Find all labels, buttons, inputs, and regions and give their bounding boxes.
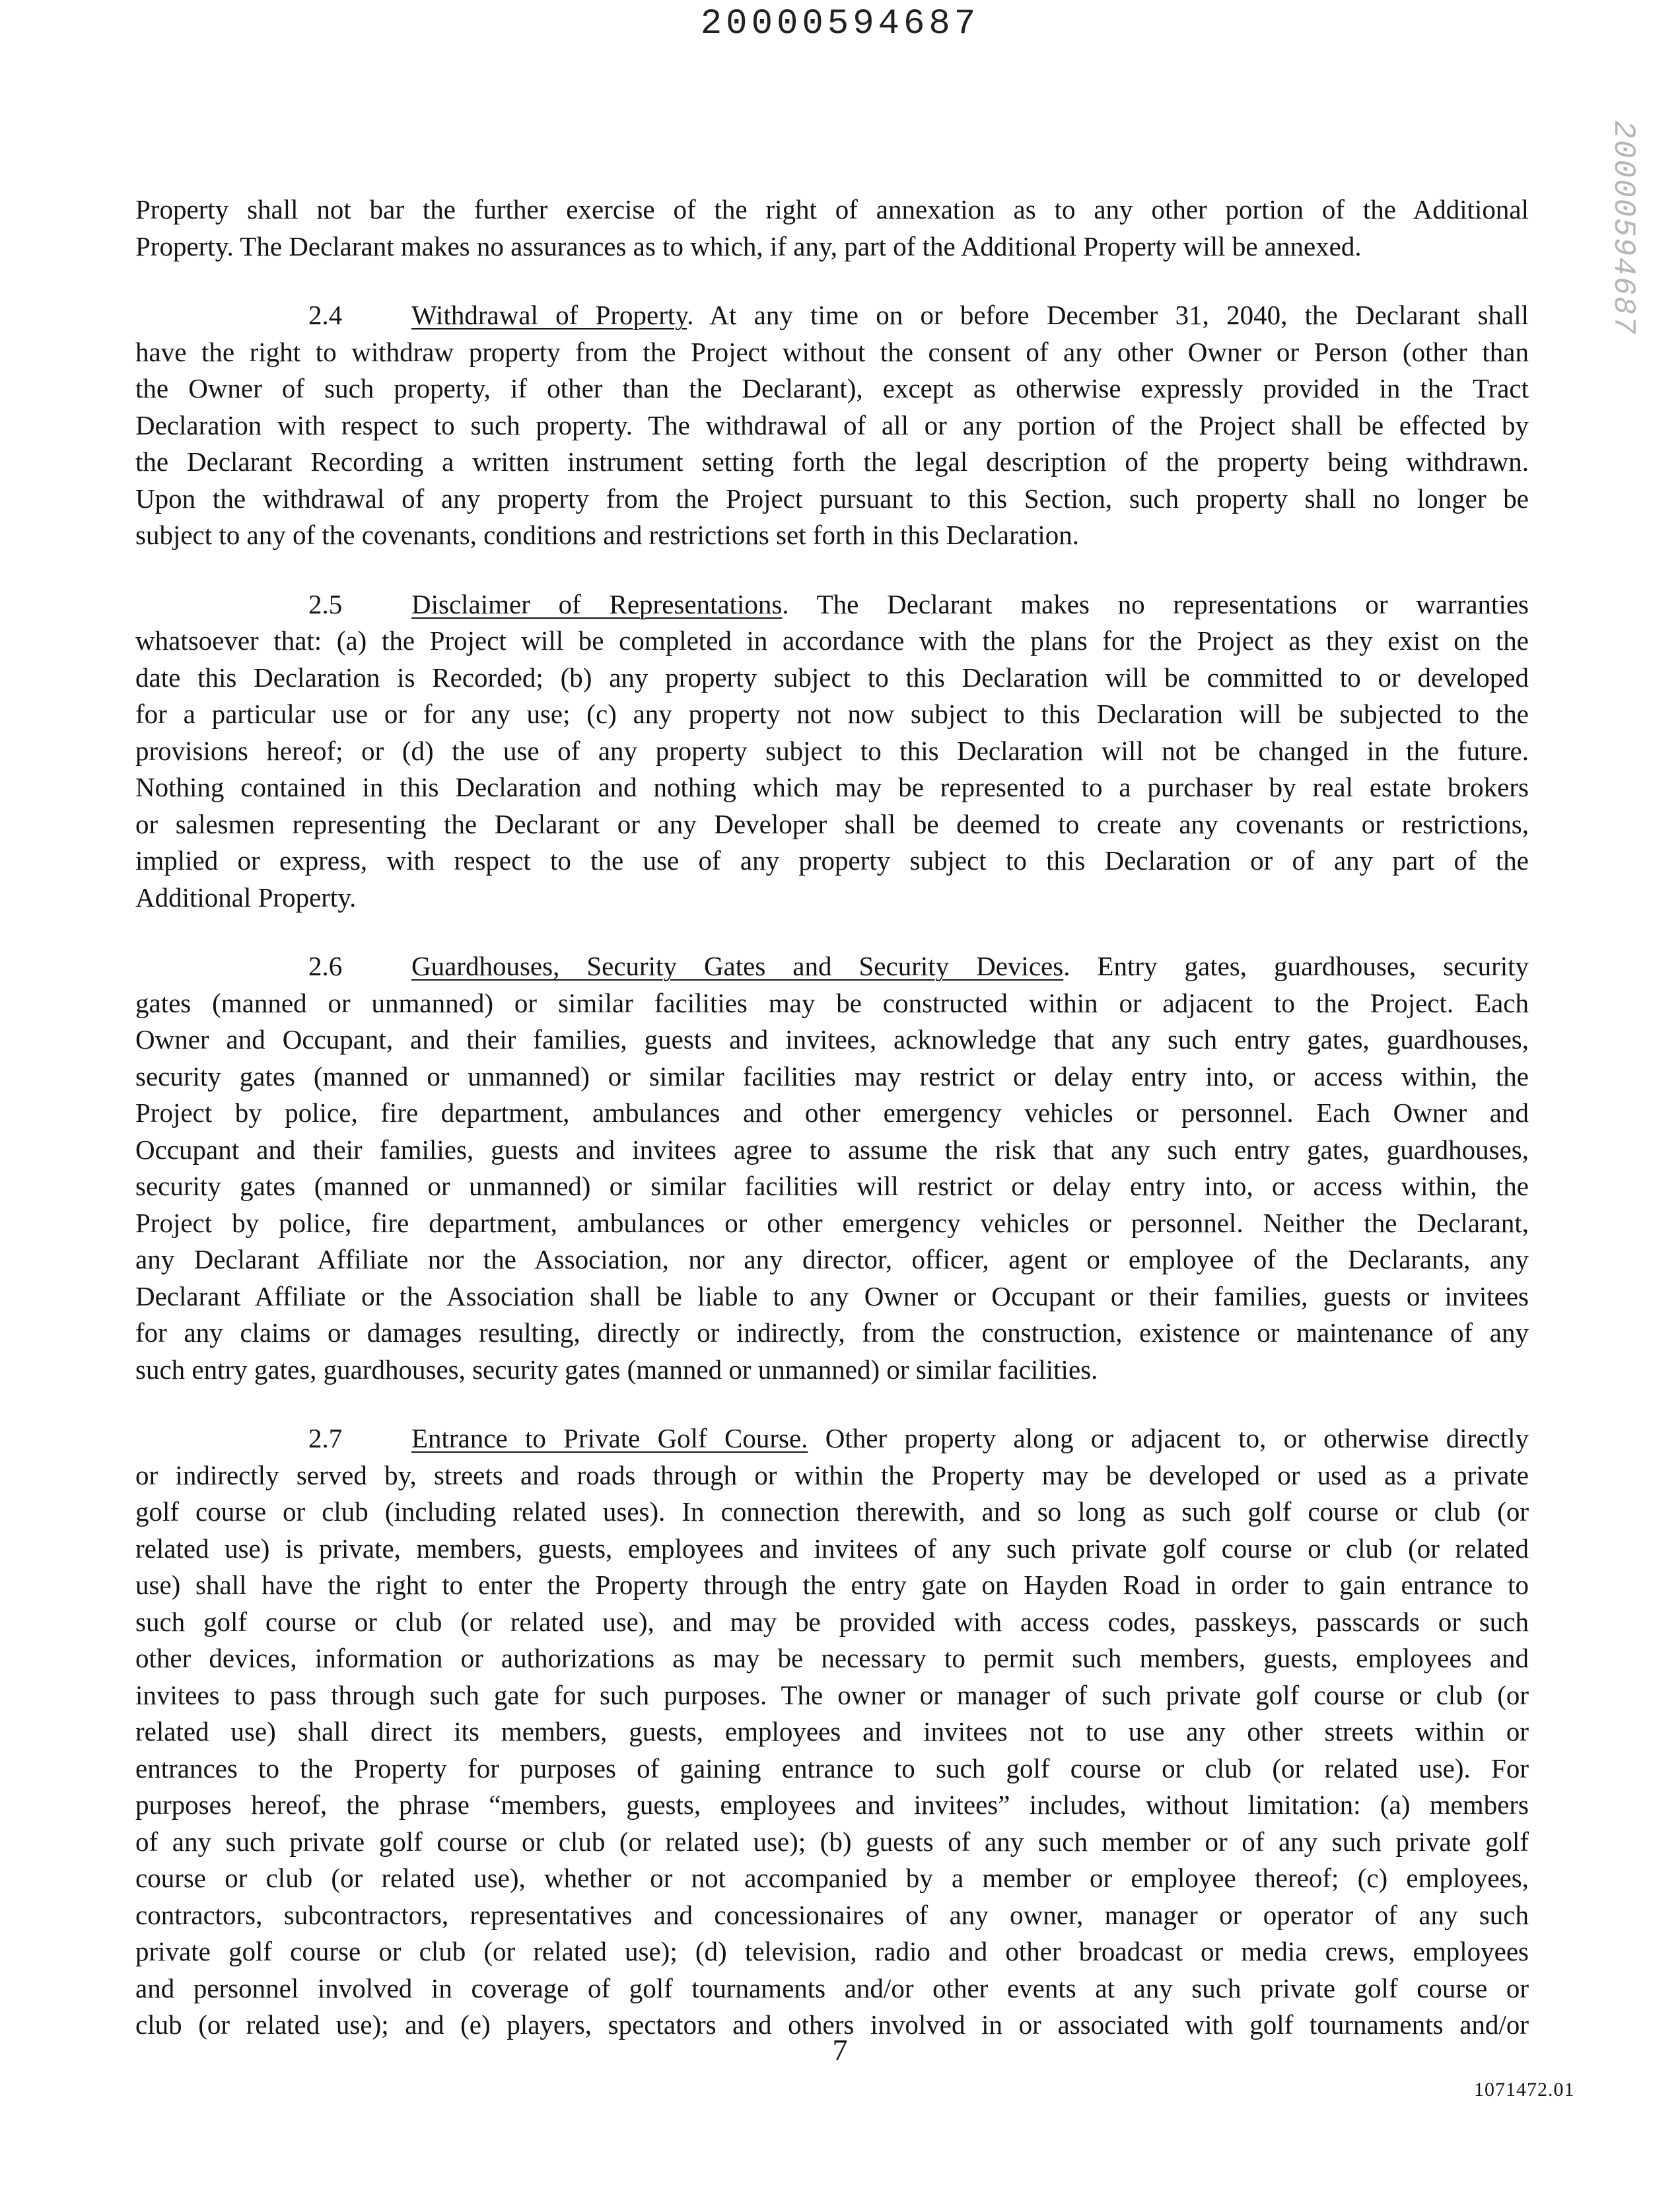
section-text: . The Declarant makes no representations or warranties (782, 588, 1529, 619)
section-title: Disclaimer of Representations (411, 588, 783, 619)
section-line: Declaration with respect to such property. The withdrawal of all or any portion of the Project shall be effected by (135, 409, 1529, 440)
section-line: golf course or club (including related uses). In connection therewith, and so long as such golf course or club (or (135, 1496, 1529, 1527)
section-line: use) shall have the right to enter the Property through the entry gate on Hayden Road in order to gain entrance to (135, 1570, 1529, 1600)
section-line: subject to any of the covenants, conditions and restrictions set forth in this Declaration. (135, 520, 1079, 550)
section-line: Nothing contained in this Declaration and nothing which may be represented to a purchaser by real estate brokers (135, 772, 1529, 802)
intro-line: Property shall not bar the further exercise of the right of annexation as to any other portion of the Additional (135, 194, 1529, 225)
section-line: related use) is private, members, guests, employees and invitees of any such private golf course or club (or related (135, 1533, 1529, 1564)
section-number: 2.6 (308, 951, 343, 981)
section-line: club (or related use); and (e) players, spectators and others involved in or associated with golf tournaments and/or (135, 2009, 1529, 2040)
section-2-6 (135, 948, 1529, 1388)
section-line: course or club (or related use), whether or not accompanied by a member or employee thereof; (c) employees, (135, 1863, 1529, 1893)
section-2-5 (135, 586, 1529, 917)
section-text: . Entry gates, guardhouses, security (1063, 951, 1529, 981)
section-line: Project by police, fire department, ambulances or other emergency vehicles or personnel. Neither the Declarant, (135, 1207, 1529, 1238)
section-line: related use) shall direct its members, guests, employees and invitees not to use any other streets within or (135, 1716, 1529, 1747)
section-line: for a particular use or for any use; (c) any property not now subject to this Declaration will be subjected to the (135, 699, 1529, 729)
section-line: whatsoever that: (a) the Project will be completed in accordance with the plans for the Project as they exist on the (135, 625, 1529, 656)
side-recording-stamp (1597, 119, 1650, 337)
section-line: contractors, subcontractors, representatives and concessionaires of any owner, manager or operator of any such (135, 1899, 1529, 1930)
section-line: other devices, information or authorizations as may be necessary to permit such members, guests, employees and (135, 1643, 1529, 1673)
section-line: date this Declaration is Recorded; (b) any property subject to this Declaration will be committed to or developed (135, 662, 1529, 693)
document-recording-number: 20000594687 (700, 4, 980, 44)
section-2-4 (135, 297, 1529, 554)
section-line: or indirectly served by, streets and roads through or within the Property may be developed or used as a private (135, 1459, 1529, 1490)
section-line: such entry gates, guardhouses, security gates (manned or unmanned) or similar facilities. (135, 1354, 1098, 1385)
section-title: Withdrawal of Property (411, 300, 687, 330)
section-line: purposes hereof, the phrase “members, guests, employees and invitees” includes, without limitation: (a) members (135, 1789, 1529, 1820)
section-line: Occupant and their families, guests and invitees agree to assume the risk that any such entry gates, guardhouses, (135, 1134, 1529, 1165)
section-heading-line (135, 297, 1529, 334)
document-code: 1071472.01 (1474, 2079, 1575, 2100)
section-line: Upon the withdrawal of any property from the Project pursuant to this Section, such property shall no longer be (135, 483, 1529, 514)
section-line: any Declarant Affiliate nor the Association, nor any director, officer, agent or employee of the Declarants, any (135, 1244, 1529, 1274)
side-stamp-text: 20000594687 (1606, 120, 1640, 335)
section-title: Guardhouses, Security Gates and Security Devices (411, 951, 1064, 981)
section-heading-line (135, 586, 1529, 623)
section-line: Owner and Occupant, and their families, guests and invitees, acknowledge that any such entry gates, guardhouses, (135, 1024, 1529, 1055)
document-body (135, 191, 1529, 2044)
intro-paragraph (135, 191, 1529, 265)
section-line: of any such private golf course or club (or related use); (b) guests of any such member or of any such private golf (135, 1826, 1529, 1857)
section-line: Declarant Affiliate or the Association shall be liable to any Owner or Occupant or their families, guests or invitees (135, 1280, 1529, 1311)
section-line: provisions hereof; or (d) the use of any property subject to this Declaration will not be changed in the future. (135, 735, 1529, 766)
section-number: 2.5 (308, 588, 343, 619)
section-heading-line (135, 1420, 1529, 1457)
section-text: Other property along or adjacent to, or otherwise directly (808, 1423, 1529, 1453)
section-text: . At any time on or before December 31, 2040, the Declarant shall (687, 300, 1529, 330)
section-number: 2.4 (308, 300, 343, 330)
section-title: Entrance to Private Golf Course. (411, 1423, 808, 1453)
intro-line: Property. The Declarant makes no assurances as to which, if any, part of the Additional Property will be annexed. (135, 230, 1362, 261)
section-line: implied or express, with respect to the use of any property subject to this Declaration or of any part of the (135, 845, 1529, 876)
section-heading-line (135, 948, 1529, 985)
section-line: such golf course or club (or related use), and may be provided with access codes, passkeys, passcards or such (135, 1606, 1529, 1637)
section-line: for any claims or damages resulting, directly or indirectly, from the construction, existence or maintenance of any (135, 1317, 1529, 1348)
section-line: or salesmen representing the Declarant or any Developer shall be deemed to create any covenants or restrictions, (135, 808, 1529, 839)
section-line: Project by police, fire department, ambulances and other emergency vehicles or personnel. Each Owner and (135, 1097, 1529, 1128)
section-line: the Declarant Recording a written instrument setting forth the legal description of the property being withdrawn. (135, 446, 1529, 477)
section-line: the Owner of such property, if other than the Declarant), except as otherwise expressly provided in the Tract (135, 373, 1529, 403)
section-number: 2.7 (308, 1423, 343, 1453)
section-line: security gates (manned or unmanned) or similar facilities will restrict or delay entry into, or access within, the (135, 1171, 1529, 1201)
section-line: invitees to pass through such gate for such purposes. The owner or manager of such private golf course or club (or (135, 1679, 1529, 1710)
section-line: have the right to withdraw property from the Project without the consent of any other Owner or Person (other than (135, 336, 1529, 367)
section-line: Additional Property. (135, 882, 357, 913)
section-2-7 (135, 1420, 1529, 2044)
section-line: entrances to the Property for purposes of gaining entrance to such golf course or club (or related use). For (135, 1753, 1529, 1784)
section-line: private golf course or club (or related use); (d) television, radio and other broadcast or media crews, employees (135, 1936, 1529, 1966)
section-line: security gates (manned or unmanned) or similar facilities may restrict or delay entry into, or access within, the (135, 1060, 1529, 1092)
section-line: gates (manned or unmanned) or similar facilities may be constructed within or adjacent to the Project. Each (135, 987, 1529, 1018)
section-line: and personnel involved in coverage of golf tournaments and/or other events at any such private golf course or (135, 1972, 1529, 2003)
page-number: 7 (832, 2033, 848, 2067)
